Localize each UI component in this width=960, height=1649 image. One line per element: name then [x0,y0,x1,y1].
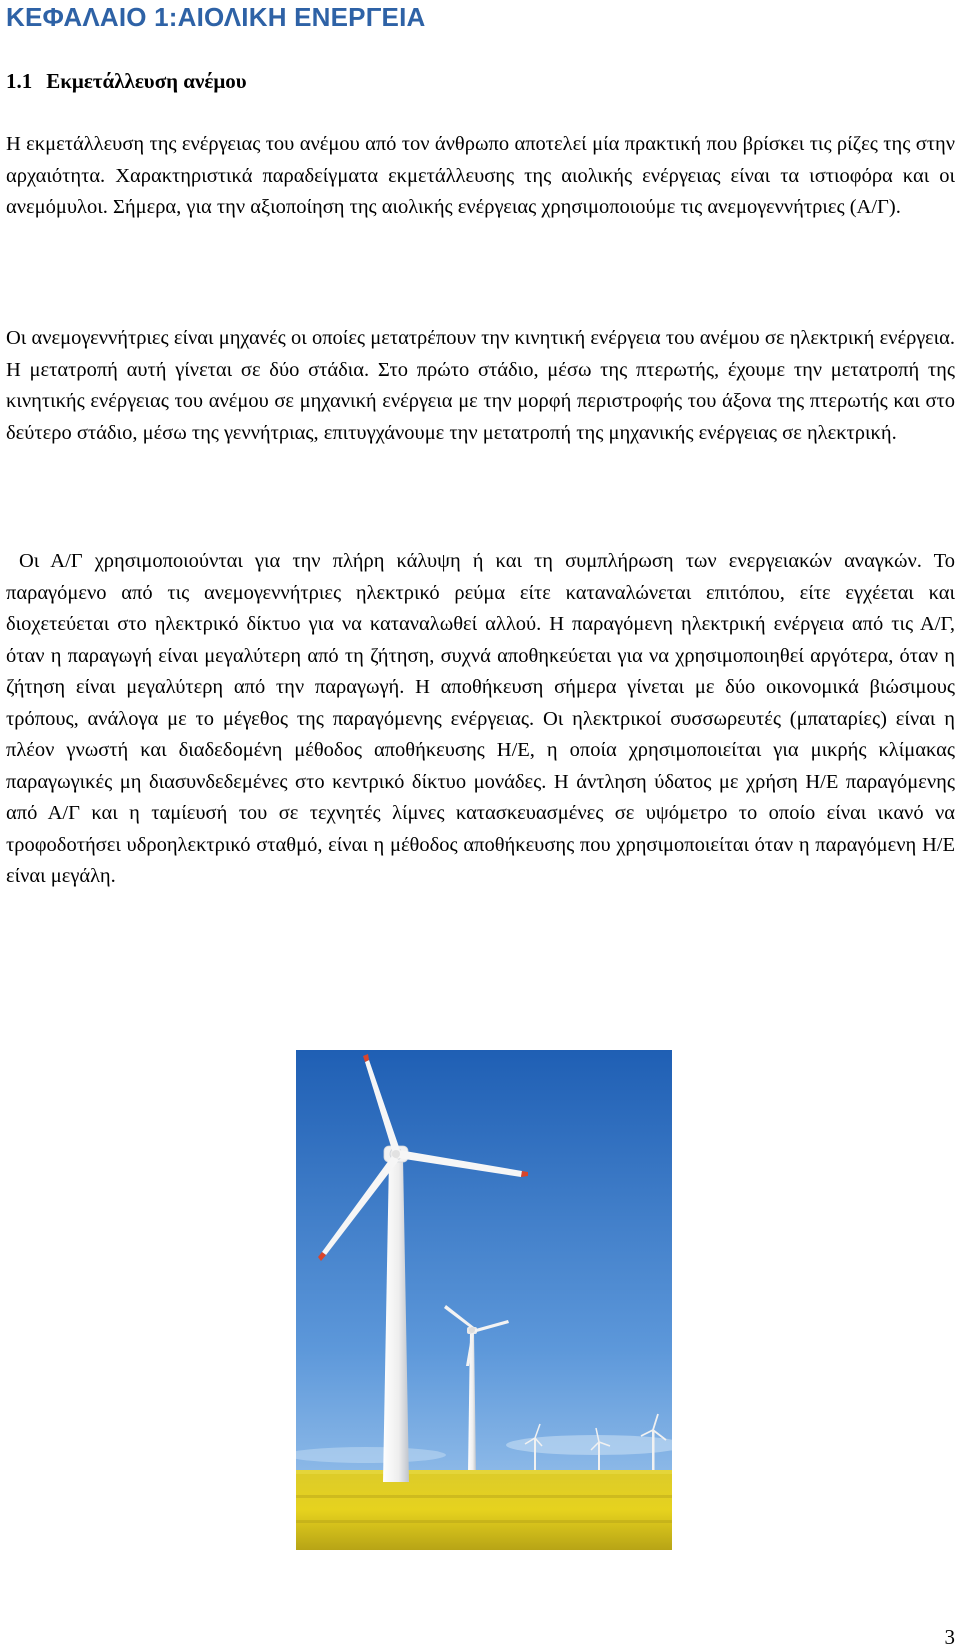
section-title: Εκμετάλλευση ανέμου [46,69,247,93]
wind-turbines-photo [296,1050,672,1550]
paragraph-1: Η εκμετάλλευση της ενέργειας του ανέμου από τον άνθρωπο αποτελεί μία πρακτική που βρίσκει τις ρίζες της στην αρχαιότητα. Χαρακτηριστικά παραδείγματα εκμετάλλευσης της αιολικής ενέργειας είναι τα ιστιοφόρα και οι ανεμόμυλοι. Σήμερα, για την αξιοποίηση της αιολικής ενέργειας χρησιμοποιούμε τις ανεμογεννήτριες (Α/Γ). [6,133,955,218]
rapeseed-field [296,1470,672,1550]
paragraph-2: Οι ανεμογεννήτριες είναι μηχανές οι οποίες μετατρέπουν την κινητική ενέργεια του ανέμου σε ηλεκτρική ενέργεια. Η μετατροπή αυτή γίνεται σε δύο στάδια. Στο πρώτο στάδιο, μέσω της πτερωτής, έχουμε την μετατροπή της κινητικής ενέργειας του ανέμου σε μηχανική ενέργεια με την μορφή περιστροφής του άξονα της πτερωτής και στο δεύτερο στάδιο, μέσω της γεννήτριας, επιτυγχάνουμε την μετατροπή της μηχανικής ενέργειας σε ηλεκτρική. [6,327,955,444]
section-heading [6,69,247,94]
page-number: 3 [944,1625,955,1649]
chapter-title: ΚΕΦΑΛΑΙΟ 1:ΑΙΟΛΙΚΗ ΕΝΕΡΓΕΙΑ [6,2,426,32]
paragraph-3: Οι Α/Γ χρησιμοποιούνται για την πλήρη κάλυψη ή και τη συμπλήρωση των ενεργειακών αναγκών. Το παραγόμενο από τις ανεμογεννήτριες ηλεκτρικό ρεύμα είτε καταναλώνεται επιτόπου, είτε εγχέεται και διοχετεύεται στο ηλεκτρικό δίκτυο για να καταναλωθεί αλλού. Η παραγόμενη ηλεκτρική ενέργεια από τις Α/Γ, όταν η παραγωγή είναι μεγαλύτερη από τη ζήτηση, συχνά αποθηκεύεται για να χρησιμοποιηθεί αργότερα, όταν η ζήτηση είναι μεγαλύτερη από την παραγωγή. Η αποθήκευση σήμερα γίνεται με δύο οικονομικά βιώσιμους τρόπους, ανάλογα με το μέγεθος της παραγόμενης ενέργειας. Οι ηλεκτρικοί συσσωρευτές (μπαταρίες) είναι η πλέον γνωστή και διαδεδομένη μέθοδος αποθήκευσης Η/Ε, η οποία χρησιμοποιείται για μικρής κλίμακας παραγωγικές μη διασυνδεδεμένες στο κεντρικό δίκτυο μονάδες. Η άντληση ύδατος με χρήση Η/Ε παραγόμενης από Α/Γ και η ταμίευσή του σε τεχνητές λίμνες κατασκευασμένες σε υψόμετρο το οποίο είναι ικανό να τροφοδοτήσει υδροηλεκτρικό σταθμό, είναι η μέθοδος αποθήκευσης που χρησιμοποιείται όταν η παραγόμενη Η/Ε είναι μεγάλη. [6,550,955,887]
section-number: 1.1 [6,69,33,93]
